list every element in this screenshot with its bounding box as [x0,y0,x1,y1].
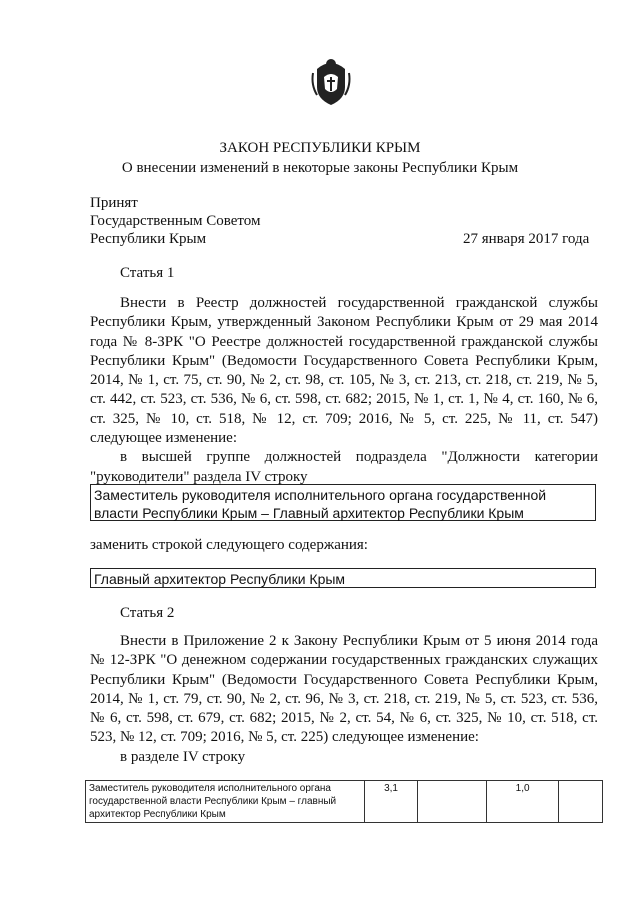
table-cell-value-2 [417,781,486,823]
salary-table [85,780,603,823]
article-1-heading: Статья 1 [120,265,175,281]
article-2-text: Внести в Приложение 2 к Закону Республики Крым от 5 июня 2014 года № 12-ЗРК "О денежном содержании государственных гражданских служащих Республики Крым" (Ведомости Государственного Совета Республики Крым, 2014, № 1, ст. 79, ст. 90, № 2, ст. 96, № 3, ст. 218, ст. 219, № 5, ст. 523, ст. 536, № 6, ст. 598, ст. 679, ст. 682; 2015, № 2, ст. 54, № 6, ст. 325, № 10, ст. 518, ст. 523, № 12, ст. 709; 2016, № 5, ст. 225) следующее изменение: [90,633,598,746]
adopted-by-line-2: Республики Крым [90,231,207,247]
crimea-coat-of-arms-icon [309,55,353,107]
replace-instruction: заменить строкой следующего содержания: [90,537,368,553]
article-1-subitem: в высшей группе должностей подраздела "Должности категории "руководители" раздела IV строку [90,449,598,485]
adopted-by-line: Государственным Советом [90,213,261,229]
article-2-paragraph [90,632,598,767]
table-row [86,781,603,823]
table-cell-value-1: 3,1 [365,781,417,823]
new-row-box: Главный архитектор Республики Крым [90,568,596,588]
article-2-subitem: в разделе IV строку [120,748,246,765]
table-cell-position: Заместитель руководителя исполнительного органа государственной власти Республики Крым – главный архитектор Республики Крым [86,781,365,823]
table-cell-value-4 [559,781,603,823]
table-cell-value-3: 1,0 [486,781,558,823]
adopted-label: Принят [90,195,138,211]
adoption-date: 27 января 2017 года [463,231,590,247]
article-2-heading: Статья 2 [120,605,175,621]
article-1-text: Внести в Реестр должностей государственной гражданской службы Республики Крым, утвержденный Законом Республики Крым от 29 мая 2014 года № 8-ЗРК "О Реестре должностей государственной гражданской службы Республики Крым" (Ведомости Государственного Совета Республики Крым, 2014, № 1, ст. 75, ст. 90, № 2, ст. 98, ст. 105, № 3, ст. 213, ст. 218, ст. 219, № 5, ст. 442, ст. 523, ст. 536, № 6, ст. 598, ст. 682; 2015, № 1, ст. 1, № 4, ст. 160, № 6, ст. 325, № 10, ст. 518, № 12, ст. 709; 2016, № 5, ст. 225, № 11, ст. 547) следующее изменение: [90,295,598,447]
law-subtitle: О внесении изменений в некоторые законы Республики Крым [121,160,519,176]
law-title: ЗАКОН РЕСПУБЛИКИ КРЫМ [219,140,421,156]
article-1-paragraph [90,294,598,487]
old-row-box: Заместитель руководителя исполнительного органа государственной власти Республики Крым – Главный архитектор Республики Крым [90,484,596,521]
